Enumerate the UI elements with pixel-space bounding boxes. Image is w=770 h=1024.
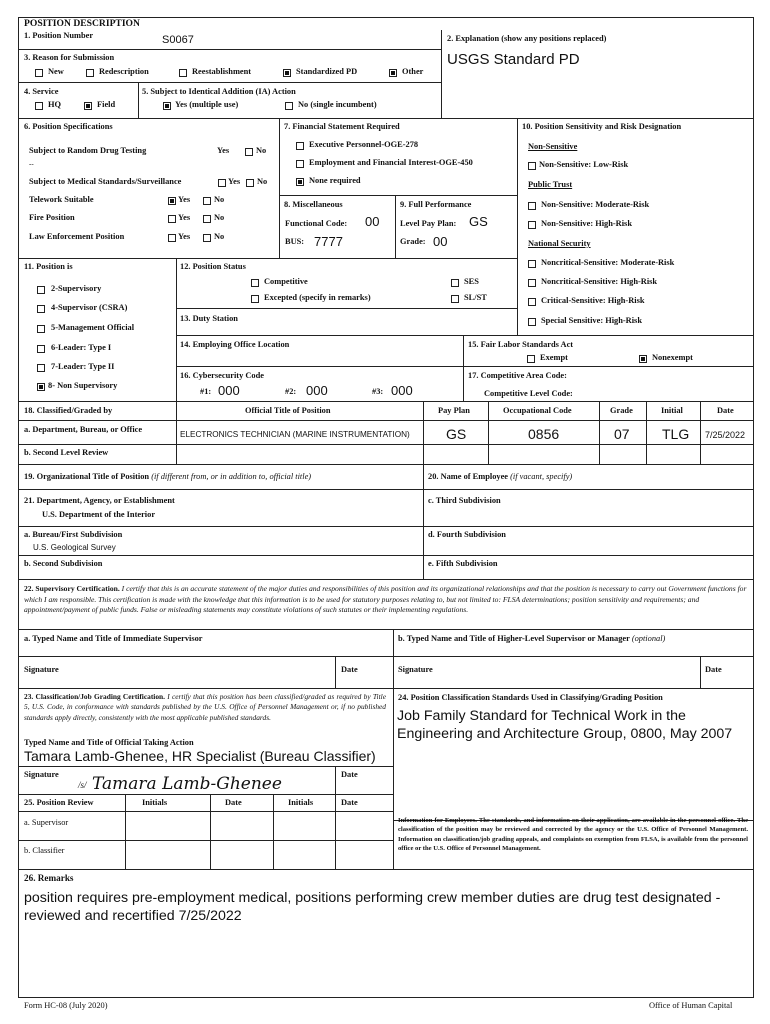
supervisory-certification: 22. Supervisory Certification. I certify that this is an accurate statement of the major duties and responsibilities of this position and its organizational relationships and that the position is necessary to carry out Government functions for which I am responsible. This certification is made with the knowledge that this information is to be used for statutory purposes relating to, but not limited to: FLSA determinations; position sensitivity and requirements; and appointment/payment of public funds. False or misleading statements may constitute violations of such statutes or their implementing regulations. <box>24 584 747 614</box>
checkbox[interactable] <box>285 102 293 110</box>
checkbox[interactable] <box>296 142 304 150</box>
checkbox[interactable] <box>296 160 304 168</box>
bureau-label: a. Bureau/First Subdivision <box>24 530 123 539</box>
form-title: POSITION DESCRIPTION <box>24 18 140 29</box>
pay-plan-field[interactable]: GS <box>469 214 488 229</box>
checkbox[interactable] <box>451 295 459 303</box>
pay-plan-label: Level Pay Plan: <box>400 219 457 228</box>
cyber-code-3-label: #3: <box>372 387 384 396</box>
initial-cell[interactable]: TLG <box>662 426 690 442</box>
checkbox-checked[interactable] <box>84 102 92 110</box>
explanation-label: 2. Explanation (show any positions replaced) <box>447 34 607 43</box>
col-date: Date <box>717 406 734 415</box>
checkbox[interactable] <box>251 295 259 303</box>
office-name: Office of Human Capital <box>649 1001 733 1010</box>
full-performance-label: 9. Full Performance <box>400 200 472 209</box>
position-review-label: 25. Position Review <box>24 798 94 807</box>
reason-label: 3. Reason for Submission <box>24 53 115 62</box>
ia-label: 5. Subject to Identical Addition (IA) Action <box>142 87 296 96</box>
checkbox-checked[interactable] <box>37 383 45 391</box>
standards-field[interactable]: Job Family Standard for Technical Work in the Engineering and Architecture Group, 0800, May 2007 <box>397 708 733 742</box>
no-checkbox[interactable] <box>203 215 211 223</box>
col-grade: Grade <box>610 406 633 415</box>
bureau-value: U.S. Geological Survey <box>33 543 116 552</box>
checkbox[interactable] <box>37 325 45 333</box>
col-title: Official Title of Position <box>245 406 331 415</box>
supervisor-date-label: Date <box>341 665 358 674</box>
col-occ-code: Occupational Code <box>503 406 572 415</box>
pay-plan-cell[interactable]: GS <box>446 426 467 442</box>
review-col-initials-1: Initials <box>142 798 168 807</box>
position-number-label: 1. Position Number <box>24 31 94 40</box>
yes-checkbox[interactable] <box>168 215 176 223</box>
no-checkbox[interactable] <box>246 179 254 187</box>
fifth-subdivision-label: e. Fifth Subdivision <box>428 559 498 568</box>
checkbox[interactable] <box>37 305 45 313</box>
checkbox[interactable] <box>527 355 535 363</box>
checkbox[interactable] <box>528 202 536 210</box>
checkbox[interactable] <box>86 69 94 77</box>
second-subdivision-label: b. Second Subdivision <box>24 559 103 568</box>
no-checkbox[interactable] <box>245 148 253 156</box>
checkbox[interactable] <box>528 298 536 306</box>
col-initial: Initial <box>661 406 683 415</box>
flsa-label: 15. Fair Labor Standards Act <box>468 340 574 349</box>
specs-label: 6. Position Specifications <box>24 122 113 131</box>
form-number: Form HC-08 (July 2020) <box>24 1001 108 1010</box>
functional-code-label: Functional Code: <box>285 219 348 228</box>
grade-field[interactable]: 00 <box>433 234 448 249</box>
classifier-date-label: Date <box>341 770 358 779</box>
manager-signature-label: Signature <box>398 665 433 674</box>
checkbox[interactable] <box>37 345 45 353</box>
explanation-field[interactable]: USGS Standard PD <box>447 51 580 68</box>
grade-cell[interactable]: 07 <box>614 426 630 442</box>
checkbox[interactable] <box>35 69 43 77</box>
misc-label: 8. Miscellaneous <box>284 200 343 209</box>
cyber-code-3-field[interactable]: 000 <box>391 383 413 398</box>
competitive-area-label: 17. Competitive Area Code: <box>468 371 567 380</box>
yes-checkbox-checked[interactable] <box>168 197 176 205</box>
checkbox[interactable] <box>528 162 536 170</box>
checkbox-checked[interactable] <box>296 178 304 186</box>
position-is-label: 11. Position is <box>24 262 73 271</box>
employing-office-label: 14. Employing Office Location <box>180 340 290 349</box>
official-action-label: Typed Name and Title of Official Taking Action <box>24 738 194 747</box>
checkbox-checked[interactable] <box>389 69 397 77</box>
spec-dash: -- <box>29 160 34 168</box>
employee-information: Information for Employees. The standards, and information on their application, are available in the personnel office. The classification of the position may be reviewed and corrected by the agency or the U.S. Office of Personnel Management. Information on classification/job grading appeals, and complaints on exemption from FLSA, is available from the personnel office or the U.S. Office of Personnel Management. <box>398 817 748 852</box>
checkbox-checked[interactable] <box>283 69 291 77</box>
checkbox[interactable] <box>251 279 259 287</box>
competitive-level-label: Competitive Level Code: <box>484 389 573 398</box>
checkbox-checked[interactable] <box>163 102 171 110</box>
official-name-field[interactable]: Tamara Lamb-Ghenee, HR Specialist (Bureau Classifier) <box>24 748 376 764</box>
no-checkbox[interactable] <box>203 234 211 242</box>
cyber-code-1-label: #1: <box>200 387 212 396</box>
yes-checkbox[interactable] <box>168 234 176 242</box>
review-col-date-1: Date <box>225 798 242 807</box>
position-title-field[interactable]: ELECTRONICS TECHNICIAN (MARINE INSTRUMENTATION) <box>180 430 410 439</box>
immediate-supervisor-label: a. Typed Name and Title of Immediate Supervisor <box>24 634 203 643</box>
date-cell[interactable]: 7/25/2022 <box>705 430 746 440</box>
review-row-classifier: b. Classifier <box>24 846 65 855</box>
sensitivity-label: 10. Position Sensitivity and Risk Designation <box>522 122 682 131</box>
cyber-label: 16. Cybersecurity Code <box>180 371 264 380</box>
department-value: U.S. Department of the Interior <box>42 510 156 519</box>
second-level-review-label: b. Second Level Review <box>24 448 109 457</box>
review-col-date-2: Date <box>341 798 358 807</box>
group-non-sensitive: Non-Sensitive <box>528 142 578 151</box>
yes-checkbox[interactable] <box>218 179 226 187</box>
financial-label: 7. Financial Statement Required <box>284 122 400 131</box>
service-label: 4. Service <box>24 87 59 96</box>
remarks-field[interactable]: position requires pre-employment medical, positions performing crew member duties are drug test designated - reviewed and recertified 7/25/2022 <box>24 890 721 924</box>
checkbox[interactable] <box>528 221 536 229</box>
department-label: 21. Department, Agency, or Establishment <box>24 496 175 505</box>
classifier-signature-label: Signature <box>24 770 59 779</box>
group-national-security: National Security <box>528 239 591 248</box>
checkbox-checked[interactable] <box>639 355 647 363</box>
classified-label: 18. Classified/Graded by <box>24 406 113 415</box>
checkbox[interactable] <box>37 364 45 372</box>
supervisor-signature-label: Signature <box>24 665 59 674</box>
checkbox[interactable] <box>528 279 536 287</box>
functional-code-field[interactable]: 00 <box>365 214 380 229</box>
classifier-signature: Tamara Lamb-Ghenee <box>92 774 282 794</box>
checkbox[interactable] <box>37 286 45 294</box>
occ-code-cell[interactable]: 0856 <box>528 426 560 442</box>
no-checkbox[interactable] <box>203 197 211 205</box>
grade-label: Grade: <box>400 237 426 246</box>
remarks-label: 26. Remarks <box>24 873 74 883</box>
signature-prefix: /s/ <box>78 780 87 790</box>
checkbox[interactable] <box>451 279 459 287</box>
review-row-supervisor: a. Supervisor <box>24 818 69 827</box>
cyber-code-1-field[interactable]: 000 <box>218 383 240 398</box>
cyber-code-2-field[interactable]: 000 <box>306 383 328 398</box>
checkbox[interactable] <box>35 102 43 110</box>
group-public-trust: Public Trust <box>528 180 573 189</box>
employee-name-label: 20. Name of Employee (if vacant, specify) <box>428 472 573 481</box>
duty-station-label: 13. Duty Station <box>180 314 238 323</box>
manager-date-label: Date <box>705 665 722 674</box>
review-col-initials-2: Initials <box>288 798 314 807</box>
position-status-label: 12. Position Status <box>180 262 246 271</box>
checkbox[interactable] <box>528 318 536 326</box>
checkbox[interactable] <box>179 69 187 77</box>
classification-certification: 23. Classification/Job Grading Certification. I certify that this position has been classified/graded as required by Title 5, U.S. Code, in conformance with standards published by the U.S. Office of Personnel Management or, if no published standards apply directly, consistently with the most applicable published standards. <box>24 692 386 722</box>
position-number-field[interactable]: S0067 <box>162 34 194 46</box>
third-subdivision-label: c. Third Subdivision <box>428 496 501 505</box>
col-pay-plan: Pay Plan <box>438 406 470 415</box>
bus-field[interactable]: 7777 <box>314 234 343 249</box>
higher-supervisor-label: b. Typed Name and Title of Higher-Level Supervisor or Manager (optional) <box>398 634 666 643</box>
checkbox[interactable] <box>528 260 536 268</box>
bus-label: BUS: <box>285 237 305 246</box>
standards-label: 24. Position Classification Standards Used in Classifying/Grading Position <box>398 693 663 702</box>
cyber-code-2-label: #2: <box>285 387 297 396</box>
fourth-subdivision-label: d. Fourth Subdivision <box>428 530 506 539</box>
org-title-label: 19. Organizational Title of Position (if different from, or in addition to, official title) <box>24 472 312 481</box>
